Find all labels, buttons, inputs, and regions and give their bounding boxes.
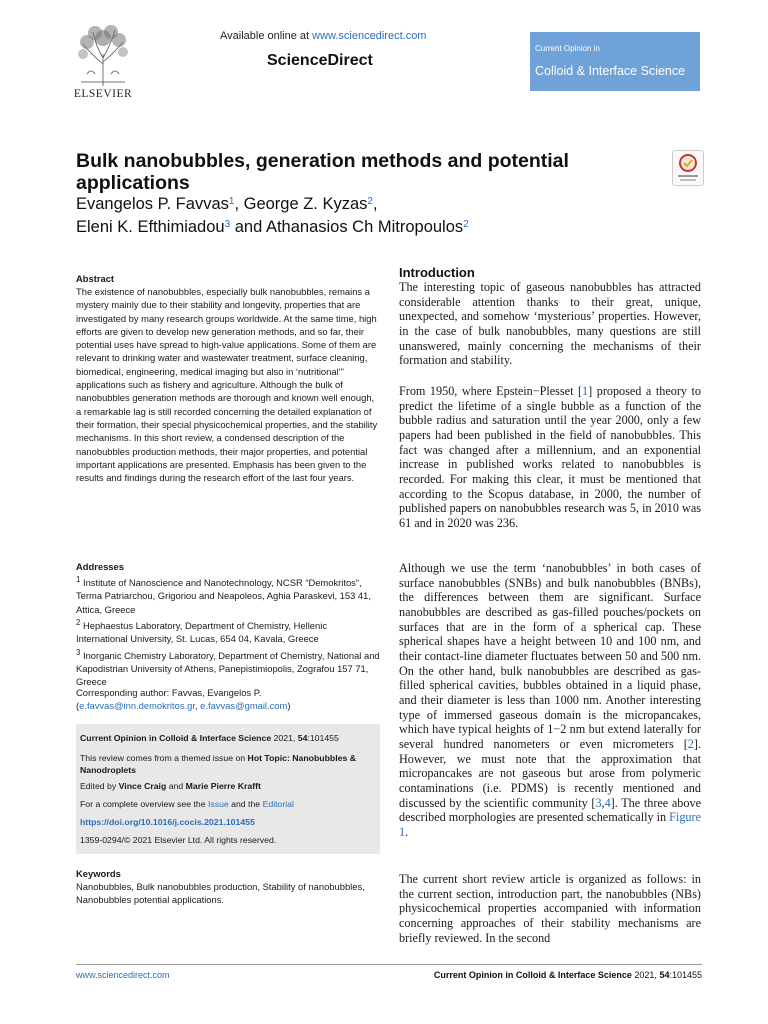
abstract-text: The existence of nanobubbles, especially bulk nanobubbles, remains a mystery mainly due to their stability and longevity, properties that are investigated by many research groups worldwide. At the same time, high efforts are given to develop new generation methods, and so far, their potential uses have spread to high-value applications. Some of them are relevant to drinking water and wastewater treatment, surface cleaning, biomedical, engineering, medical imaging but also in ‘nutritional’” applications such as fishery and agriculture. Although the bulk of nanobubbles generation methods are thorough and known well enough, a remarkable lag is still recorded concerning the detailed explanation of their formation, their special physicochemical properties, and the stability mechanisms. In this short review, a condensed description of the nanobubbles production methods, their major properties, and potential important applications are presented. Emphasis has been given to the results and findings during the research effort of the last four years. (76, 286, 378, 484)
footer-year: 2021, (631, 970, 660, 980)
reference-link[interactable]: 4 (604, 795, 611, 810)
sciencedirect-brand: ScienceDirect (267, 52, 373, 69)
editor-name: Vince Craig (118, 781, 167, 791)
corresponding-suffix: ) (287, 700, 291, 712)
copyright-line: 1359-0294/© 2021 Elsevier Ltd. All rights reserved. (80, 835, 277, 845)
address-item (76, 616, 380, 646)
address-number: 2 (76, 618, 81, 628)
theme-prefix: This review comes from a themed issue on (80, 753, 248, 763)
address-text: Institute of Nanoscience and Nanotechnology, NCSR “Demokritos”, Terma Patriarchou, Grigoriou and Neapoleos, Aghia Paraskevi, 153 41, Attica, Greece (76, 577, 371, 615)
author-affiliation[interactable]: 3 (224, 219, 231, 230)
introduction-heading: Introduction (399, 265, 475, 280)
overview-prefix: For a complete overview see the (80, 799, 208, 809)
editor-and: and (166, 781, 186, 791)
author-name[interactable]: George Z. Kyzas (243, 195, 368, 213)
doi-link[interactable]: https://doi.org/10.1016/j.cocis.2021.101455 (80, 817, 255, 827)
footer-journal: Current Opinion in Colloid & Interface Science (433, 970, 632, 980)
corresponding-author (76, 686, 380, 713)
corresponding-prefix: Corresponding author: Favvas, Evangelos P. ( (76, 687, 262, 712)
intro-paragraph: The interesting topic of gaseous nanobubbles has attracted considerable attention thanks to their great, unique, unexpected, and somehow ‘mysterious’ properties. However, in the case of bulk nanobubbles, many questions are still unanswered, mainly concerning the mechanisms of their formation and stability. (399, 280, 701, 368)
available-prefix: Available online at (220, 30, 313, 42)
publisher-logo-text: ELSEVIER (73, 88, 133, 100)
editorial-link[interactable]: Editorial (262, 799, 294, 809)
footer-volume: 54 (659, 970, 670, 980)
address-number: 1 (76, 575, 81, 584)
addresses-list (76, 573, 380, 689)
themed-issue-line (80, 752, 376, 777)
keywords-text: Nanobubbles, Bulk nanobubbles production, Stability of nanobubbles, Nanobubbles potential applications. (76, 881, 365, 906)
edited-by-line (80, 780, 376, 792)
journal-banner (530, 32, 700, 91)
email-link[interactable]: e.favvas@gmail.com (200, 700, 288, 712)
theme-name: Hot Topic: Nanobubbles & Nanodroplets (80, 753, 356, 776)
paragraph-text: Although we use the term ‘nanobubbles’ in both cases of surface nanobubbles (SNBs) and bulk nanobubbles (BNBs), the differences between them are significant. Surface nanobubbles are described as gas-filled pouches/pockets on surfaces that are in the form of a spherical cap. These spherical shapes have a height between 10 and 100 nm, and their contact-line diameter fluctuates between 50 and 500 nm. On the other hand, bulk nanobubbles are described as gas-filled spherical cavities, bubbles obtained in a liquid phase, and their diameter is less than 1000 nm. Another interesting type of immersed gaseous domain is the micropancakes, which have typical heights of 1−2 nm but extend laterally for several hundred nanometers or even micrometers [ (399, 561, 701, 751)
paragraph-text: From 1950, where Epstein−Plesset [ (399, 384, 583, 398)
article-title: Bulk nanobubbles, generation methods and potential applications (76, 150, 569, 194)
address-text: Hephaestus Laboratory, Department of Chemistry, Hellenic International University, St. Lucas, 654 04, Kavala, Greece (76, 620, 328, 645)
intro-paragraph (399, 561, 701, 839)
email-link[interactable]: e.favvas@inn.demokritos.gr (79, 700, 195, 712)
paragraph-text: ] proposed a theory to predict the lifetime of a single bubble as a function of the bubble radius and saturation until the year 2000, only a few papers had been published in the field of nanobubbles. This fact was changed after a millennium, and an exponential increase in published works related to nanobubbles is recorded. For making this clear, it must be mentioned that according to the Scopus database, in 2000, the number of published papers on nanobubbles research was 5, in 2010 was 61 and in 2020 was 236. (399, 384, 701, 530)
citation-article: :101455 (307, 733, 339, 743)
address-text: Inorganic Chemistry Laboratory, Department of Chemistry, National and Kapodistrian University of Athens, Panepistimiopolis, Zografou 157 71, Greece (76, 649, 380, 688)
intro-paragraph: The current short review article is organized as follows: in the current section, introduction part, the nanobubbles (NBs) physicochemical properties accompanied with information concerning approaches of their stability mechanisms are briefly reviewed. In the second (399, 872, 701, 945)
journal-banner-title: Colloid & Interface Science (535, 64, 686, 78)
paragraph-text: , (601, 795, 605, 810)
issue-link[interactable]: Issue (207, 799, 229, 809)
address-item (76, 646, 380, 689)
address-number: 3 (76, 647, 81, 657)
overview-line (80, 798, 376, 810)
citation-line (80, 732, 376, 744)
author-name[interactable]: Evangelos P. Favvas (76, 195, 229, 213)
footer-sciencedirect-link[interactable]: www.sciencedirect.com (76, 970, 170, 980)
paragraph-text: ]. However, we must note that the approximation that micropancakes are not gaseous but arose from polymeric contaminations (i.e. PDMS) is recently mentioned and discussed by the scientific community [ (399, 736, 701, 810)
reference-link[interactable]: 3 (595, 795, 602, 810)
edited-prefix: Edited by (80, 781, 119, 791)
doi-line (80, 816, 376, 828)
journal-banner-subtitle: Current Opinion in (535, 44, 600, 53)
check-for-updates-icon[interactable] (672, 150, 704, 186)
reference-link[interactable]: 1 (582, 384, 589, 398)
figure-link[interactable]: Figure 1 (399, 810, 701, 839)
citation-year: 2021, (271, 733, 298, 743)
address-item (76, 573, 380, 616)
author-affiliation[interactable]: 2 (463, 219, 469, 230)
intro-paragraph (399, 384, 701, 531)
author-name[interactable]: Eleni K. Efthimiadou (76, 218, 225, 236)
keywords-heading: Keywords (76, 868, 121, 879)
paragraph-text: . (405, 824, 409, 839)
author-list: Evangelos P. Favvas$^1$, George Z. Kyzas$^2$, Eleni K. Efthimiadou$^3$ and Athanasios Ch Mitropoulos$^2$ (76, 195, 469, 236)
overview-mid: and the (228, 799, 263, 809)
editor-name: Marie Pierre Krafft (185, 781, 261, 791)
author-affiliation[interactable]: 1 (228, 196, 235, 207)
author-affiliation[interactable]: 2 (367, 196, 373, 207)
available-online (220, 30, 426, 42)
author-name[interactable]: Athanasios Ch Mitropoulos (265, 218, 464, 236)
footer-citation (400, 970, 702, 980)
footer-divider (76, 964, 702, 965)
sciencedirect-link[interactable]: www.sciencedirect.com (312, 30, 427, 42)
citation-volume: 54 (297, 733, 308, 743)
email-separator: , (194, 700, 201, 712)
footer-article: :101455 (669, 970, 702, 980)
citation-journal: Current Opinion in Colloid & Interface Science (80, 733, 272, 743)
abstract-heading: Abstract (76, 273, 115, 284)
addresses-heading: Addresses (76, 561, 124, 572)
reference-link[interactable]: 2 (687, 736, 694, 751)
paragraph-text: ]. The three above described morphologies are presented schematically in (399, 795, 701, 825)
